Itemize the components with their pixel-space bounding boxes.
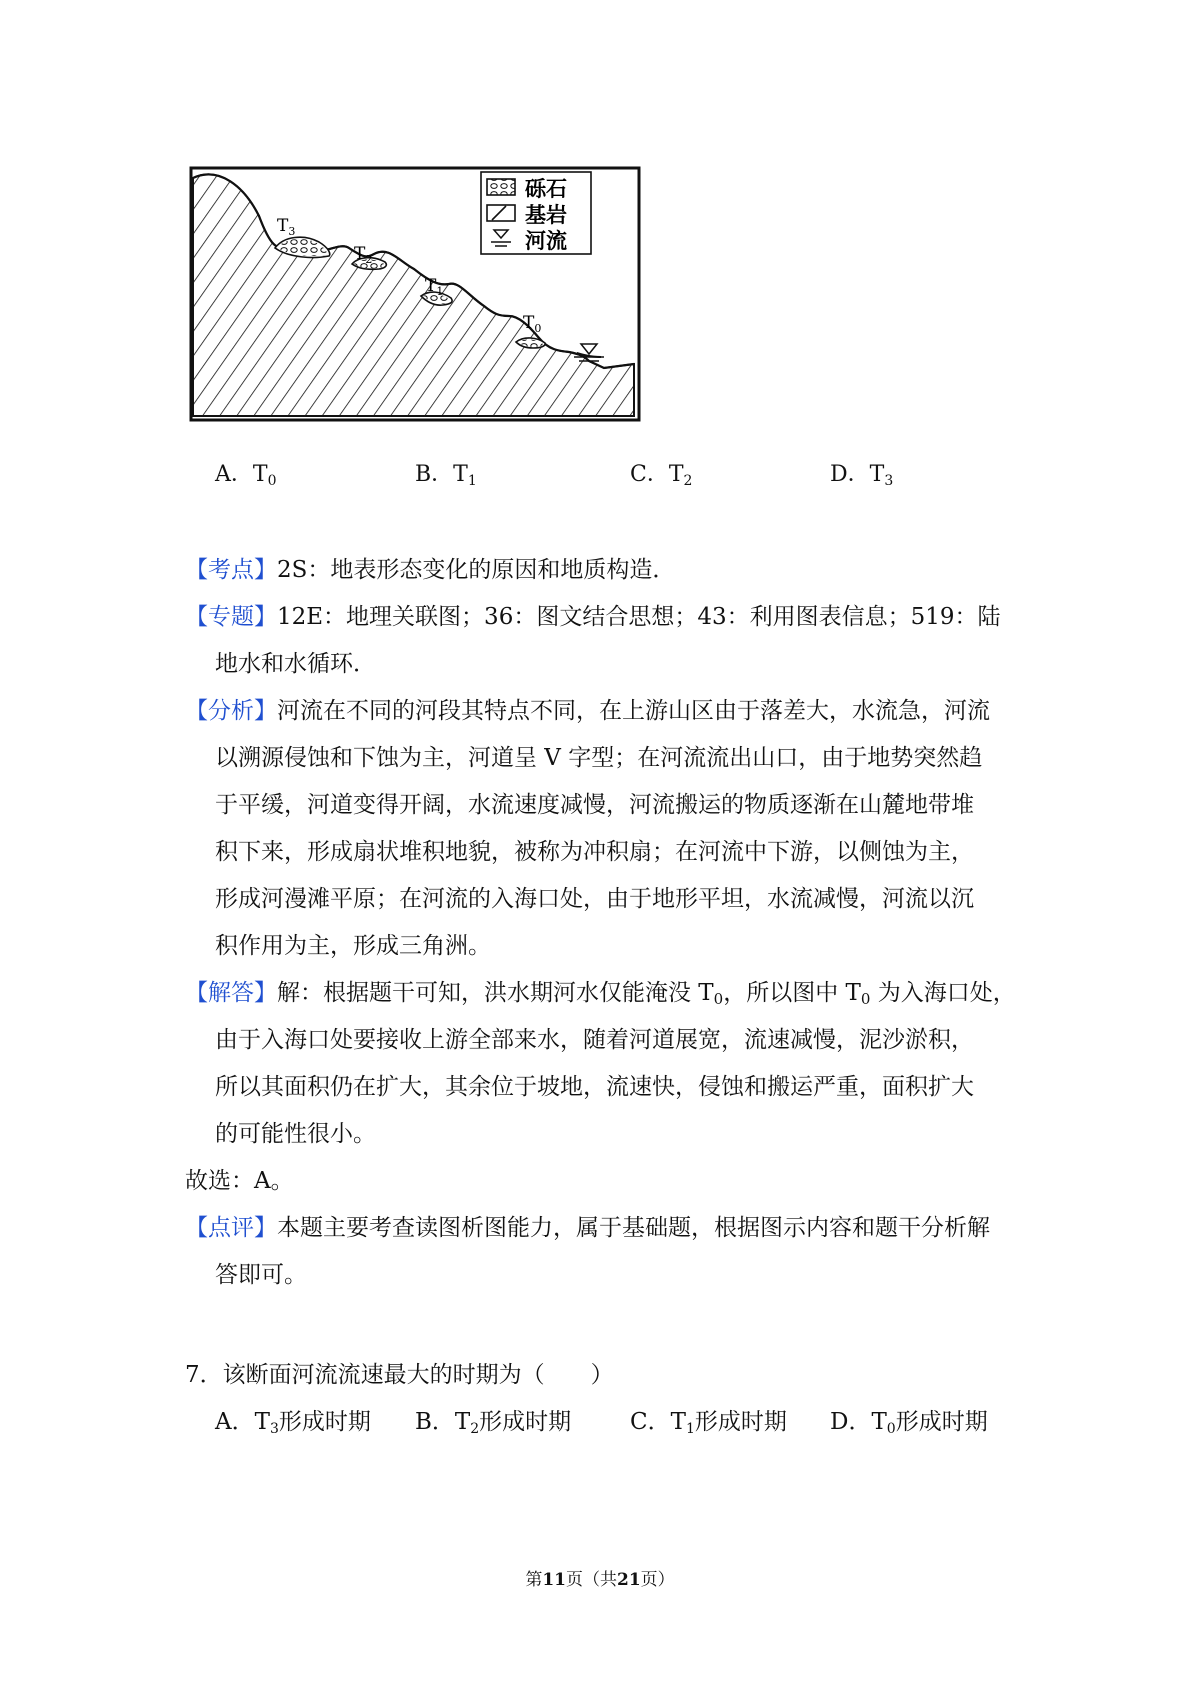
dianping-tag: 【点评】 (185, 1215, 277, 1241)
option-d[interactable]: D．$T_3$ (830, 462, 894, 489)
bedrock-legend-icon (487, 205, 515, 221)
kaodian-section: 【考点】2S：地表形态变化的原因和地质构造． (185, 557, 676, 583)
zhuanti-tag: 【专题】 (185, 604, 277, 630)
page-number: 11 (542, 1570, 566, 1590)
q7-option-b[interactable]: B．$T_2$形成时期 (415, 1409, 572, 1437)
river-terrace-figure (189, 166, 641, 422)
page-footer: 第11页（共21页） (525, 1570, 675, 1590)
terrace-label-t1: $T_1$ (425, 276, 444, 298)
question-7-stem: 7．该断面河流流速最大的时期为（ ） (185, 1362, 614, 1388)
q7-option-a[interactable]: A．$T_3$形成时期 (215, 1409, 371, 1437)
terrace-label-t3: $T_3$ (277, 216, 296, 238)
jieda-section: 【解答】解：根据题干可知，洪水期河水仅能淹没 $T_0$，所以图中 $T_0$ 为入海口处， 由于入海口处要接收上游全部来水，随着河道展宽，流速减慢，泥沙淤积， 所以其面积仍在扩大，其余位于坡地，流速快，侵蚀和搬运严重，面积扩大 的可能性很小。 (185, 980, 1016, 1147)
dianping-section: 【点评】本题主要考查读图析图能力，属于基础题，根据图示内容和题干分析解 答即可。 (185, 1215, 990, 1288)
terrace-label-t2: $T_2$ (354, 244, 373, 266)
total-pages: 21 (617, 1570, 641, 1590)
terrace-label-t0: $T_0$ (523, 313, 542, 335)
option-c[interactable]: C．$T_2$ (630, 462, 693, 489)
q7-option-d[interactable]: D．$T_0$形成时期 (830, 1409, 988, 1437)
q7-option-c[interactable]: C．$T_1$形成时期 (630, 1409, 787, 1437)
kaodian-tag: 【考点】 (185, 557, 277, 583)
legend-gravel-label: 砾石 (525, 177, 567, 201)
zhuanti-section: 【专题】12E：地理关联图；36：图文结合思想；43：利用图表信息；519：陆 地水和水循环． (185, 604, 1001, 677)
option-b[interactable]: B．$T_1$ (415, 462, 477, 489)
legend-bedrock-label: 基岩 (525, 203, 567, 227)
fenxi-section: 【分析】河流在不同的河段其特点不同，在上游山区由于落差大，水流急，河流 以溯源侵蚀和下蚀为主，河道呈 V 字型；在河流流出山口，由于地势突然趋 于平缓，河道变得开阔，水流速度减慢，河流搬运的物质逐渐在山麓地带堆 积下来，形成扇状堆积地貌，被称为冲积扇；在河流中下游，以侧蚀为主， 形成河漫滩平原；在河流的入海口处，由于地形平坦，水流减慢，河流以沉 积作用为主，形成三角洲。 (185, 698, 990, 959)
gravel-legend-icon (487, 179, 515, 195)
fenxi-tag: 【分析】 (185, 698, 277, 724)
legend-river-label: 河流 (525, 229, 567, 253)
option-a[interactable]: A．$T_0$ (215, 462, 277, 489)
jieda-tag: 【解答】 (185, 980, 277, 1006)
answer-line: 故选：A。 (185, 1168, 294, 1194)
